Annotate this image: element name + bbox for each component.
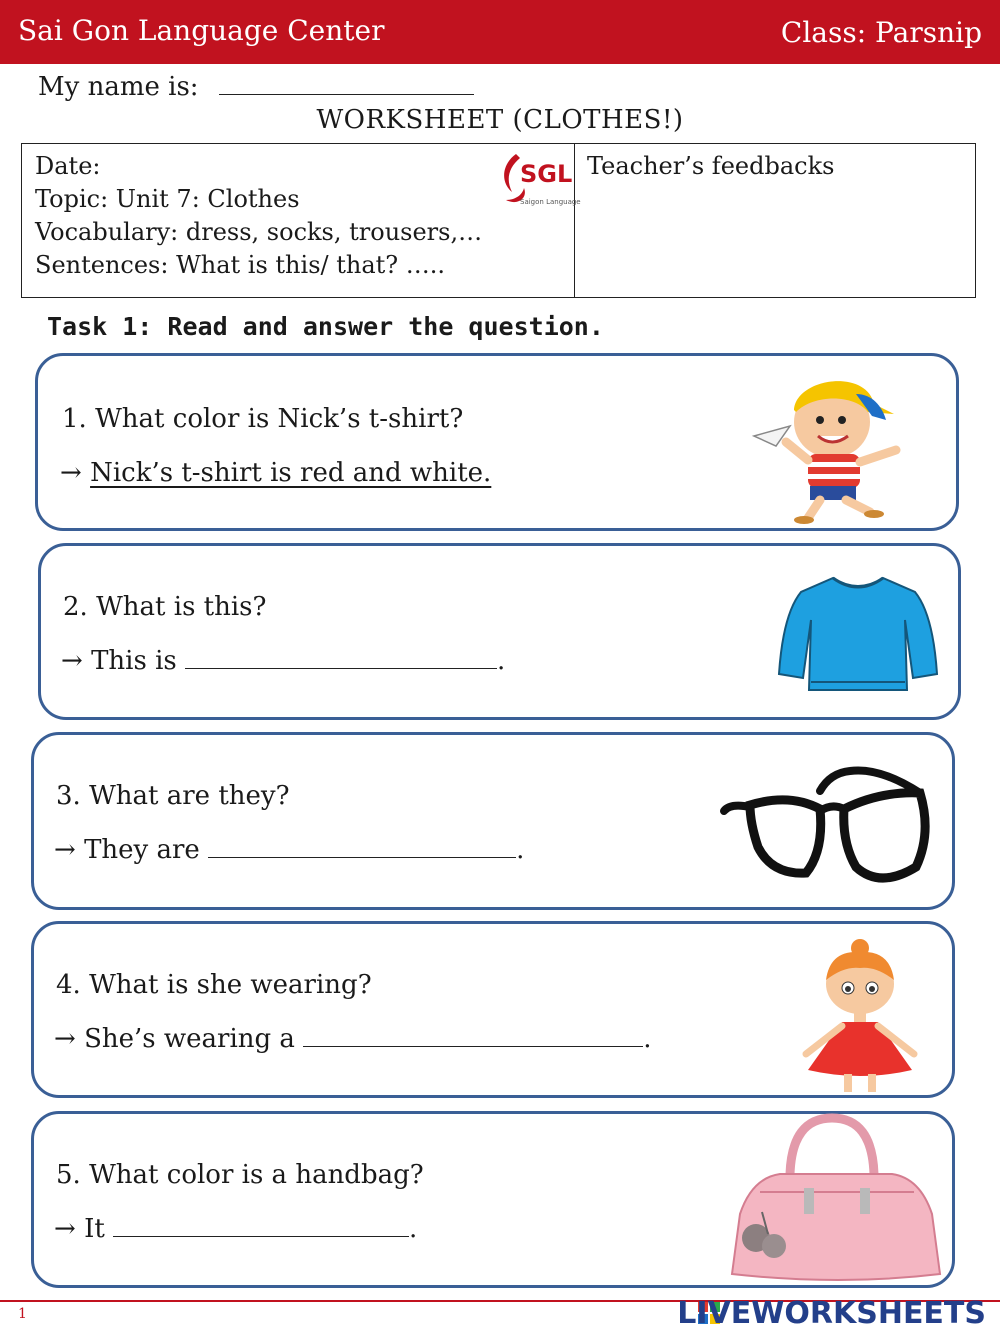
sentences-line: Sentences: What is this/ that? …..	[35, 251, 446, 279]
arrow: →	[54, 835, 76, 865]
answer-prefix: This is	[91, 646, 177, 676]
question-text: 1. What color is Nick’s t-shirt?	[62, 404, 464, 434]
answer-blank[interactable]	[113, 1214, 409, 1237]
answer-suffix: .	[497, 646, 506, 676]
arrow: →	[54, 1024, 76, 1054]
sgl-logo-icon	[498, 148, 581, 210]
answer-prefix: She’s wearing a	[84, 1024, 295, 1054]
boy-running-icon	[746, 364, 926, 524]
question-box-4	[31, 921, 955, 1098]
name-line	[38, 72, 474, 102]
question-text: 3. What are they?	[56, 781, 290, 811]
arrow: →	[54, 1214, 76, 1244]
vocabulary-line: Vocabulary: dress, socks, trousers,…	[35, 218, 483, 246]
answer-line	[54, 1024, 651, 1054]
answer-suffix: .	[409, 1214, 418, 1244]
feedback-label: Teacher’s feedbacks	[587, 152, 835, 180]
topic-line: Topic: Unit 7: Clothes	[35, 185, 300, 213]
answer-prefix: It	[84, 1214, 105, 1244]
answer-suffix: .	[643, 1024, 652, 1054]
girl-red-dress-icon	[780, 936, 940, 1096]
center-name: Sai Gon Language Center	[18, 14, 385, 47]
answer-blank[interactable]	[303, 1024, 643, 1047]
arrow: →	[61, 646, 83, 676]
question-box-1	[35, 353, 959, 531]
question-box-3	[31, 732, 955, 910]
logo-subtext: Saigon Language	[520, 198, 581, 206]
answer-blank[interactable]	[185, 646, 497, 669]
blue-sweater-icon	[777, 574, 939, 692]
worksheet-title: WORKSHEET (CLOTHES!)	[316, 105, 684, 135]
arrow: →	[60, 458, 82, 488]
pink-handbag-icon	[720, 1114, 952, 1288]
task-title: Task 1: Read and answer the question.	[47, 312, 604, 341]
question-box-5	[31, 1111, 955, 1288]
answer-blank[interactable]	[208, 835, 516, 858]
name-blank[interactable]	[219, 72, 474, 95]
info-left-cell	[22, 144, 581, 297]
name-label: My name is:	[38, 72, 199, 102]
answer-text: Nick’s t-shirt is red and white.	[90, 458, 492, 488]
glasses-icon	[720, 763, 942, 891]
answer-line	[54, 1214, 417, 1244]
class-label: Class: Parsnip	[780, 16, 982, 49]
question-text: 4. What is she wearing?	[56, 970, 372, 1000]
answer-line	[54, 835, 524, 865]
question-text: 2. What is this?	[63, 592, 267, 622]
question-box-2	[38, 543, 961, 720]
logo-text: SGL	[520, 160, 573, 188]
watermark[interactable]: LIVEWORKSHEETS	[677, 1296, 986, 1331]
answer-line	[60, 458, 491, 488]
question-text: 5. What color is a handbag?	[56, 1160, 424, 1190]
header-bar	[0, 0, 1000, 64]
page-number: 1	[18, 1306, 27, 1322]
answer-suffix: .	[516, 835, 525, 865]
answer-prefix: They are	[84, 835, 200, 865]
info-table	[21, 143, 976, 298]
answer-line	[61, 646, 505, 676]
date-line: Date:	[35, 152, 101, 180]
